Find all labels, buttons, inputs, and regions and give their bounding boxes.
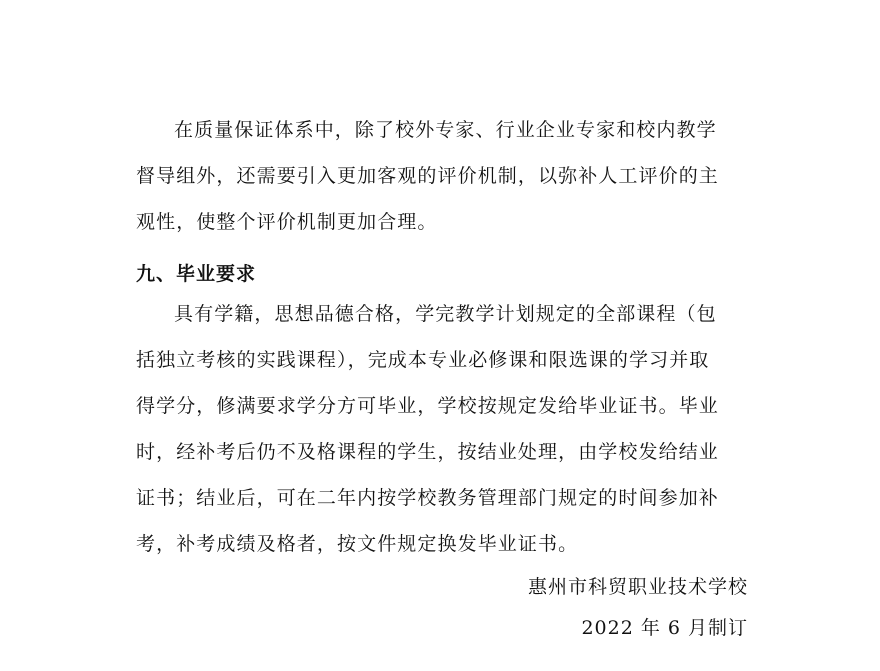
paragraph1-line-2: 督导组外，还需要引入更加客观的评价机制，以弥补人工评价的主	[136, 165, 719, 187]
paragraph2-line-2: 括独立考核的实践课程），完成本专业必修课和限选课的学习并取	[136, 349, 710, 371]
paragraph2-line-5: 证书；结业后，可在二年内按学校教务管理部门规定的时间参加补	[136, 487, 719, 509]
signature-date: 2022 年 6 月制订	[581, 617, 748, 639]
signature-school: 惠州市科贸职业技术学校	[527, 576, 748, 598]
paragraph2-line-6: 考，补考成绩及格者，按文件规定换发毕业证书。	[136, 533, 579, 555]
section-heading: 九、毕业要求	[136, 263, 257, 285]
paragraph1-line-1: 在质量保证体系中，除了校外专家、行业企业专家和校内教学	[174, 119, 717, 141]
paragraph2-line-4: 时，经补考后仍不及格课程的学生，按结业处理，由学校发给结业	[136, 441, 719, 463]
paragraph1-line-3: 观性，使整个评价机制更加合理。	[136, 211, 438, 233]
paragraph2-line-1: 具有学籍，思想品德合格，学完教学计划规定的全部课程（包	[174, 303, 717, 325]
paragraph2-line-3: 得学分，修满要求学分方可毕业，学校按规定发给毕业证书。毕业	[136, 395, 719, 417]
